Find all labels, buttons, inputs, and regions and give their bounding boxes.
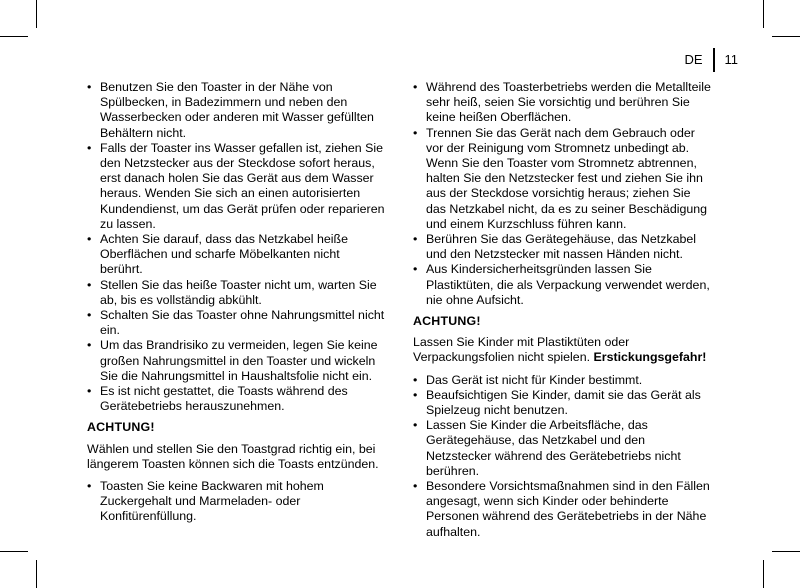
list-item: • Falls der Toaster ins Wasser gefallen ist, ziehen Sie den Netzstecker aus der Steckdose sofort heraus, erst danach holen Sie das Gerät aus dem Wasser heraus. Wenden Sie sich an einen autorisierten Kundendienst, um das Gerät prüfen oder reparieren zu lassen. — [87, 141, 385, 232]
list-item: • Es ist nicht gestattet, die Toasts während des Gerätebetriebs herauszunehmen. — [87, 384, 385, 414]
list-item: • Während des Toasterbetriebs werden die Metallteile sehr heiß, seien Sie vorsichtig und berühren Sie keine heißen Oberflächen. — [413, 80, 711, 126]
list-item: • Das Gerät ist nicht für Kinder bestimmt. — [413, 373, 711, 388]
crop-mark — [772, 36, 800, 37]
crop-mark — [36, 0, 37, 28]
page-number: 11 — [724, 52, 738, 67]
crop-mark — [763, 0, 764, 28]
list-item: • Benutzen Sie den Toaster in der Nähe von Spülbecken, in Badezimmern und neben den Wasserbecken oder anderen mit Wasser gefüllten Behältern nicht. — [87, 80, 385, 141]
language-code: DE — [684, 52, 703, 67]
list-item: • Toasten Sie keine Backwaren mit hohem Zuckergehalt und Marmeladen- oder Konfitürenfüllung. — [87, 479, 385, 525]
warning-paragraph — [413, 335, 711, 365]
safety-list — [413, 80, 711, 308]
list-item: • Aus Kindersicherheitsgründen lassen Sie Plastiktüten, die als Verpackung verwendet werden, nie ohne Aufsicht. — [413, 262, 711, 308]
warning-heading: ACHTUNG! — [87, 420, 155, 435]
crop-mark — [772, 551, 800, 552]
left-column — [87, 80, 385, 525]
safety-list — [87, 80, 385, 414]
list-item: • Besondere Vorsichtsmaßnahmen sind in den Fällen angesagt, wenn sich Kinder oder behinderte Personen während des Gerätebetriebs in der Nähe aufhalten. — [413, 479, 711, 540]
list-item: • Achten Sie darauf, dass das Netzkabel heiße Oberflächen und scharfe Möbelkanten nicht berührt. — [87, 232, 385, 278]
list-item: • Um das Brandrisiko zu vermeiden, legen Sie keine großen Nahrungsmittel in den Toaster und wickeln Sie die Nahrungsmittel in Haushaltsfolie nicht ein. — [87, 338, 385, 384]
warning-paragraph: Wählen und stellen Sie den Toastgrad richtig ein, bei längerem Toasten können sich die Toasts entzünden. — [87, 441, 379, 471]
crop-mark — [0, 36, 28, 37]
list-item: • Trennen Sie das Gerät nach dem Gebrauch oder vor der Reinigung vom Stromnetz unbedingt ab. Wenn Sie den Toaster vom Stromnetz abtrennen, halten Sie den Netzstecker fest und ziehen Sie ihn aus der Steckdose vorsichtig heraus; ziehen Sie das Netzkabel nicht, da es zu seiner Beschädigung und einem Kurzschluss führen kann. — [413, 126, 711, 232]
crop-mark — [36, 560, 37, 588]
warning-emphasis: Erstickungsgefahr! — [593, 350, 707, 365]
crop-mark — [0, 551, 28, 552]
list-item: • Schalten Sie das Toaster ohne Nahrungsmittel nicht ein. — [87, 308, 385, 338]
page-header — [684, 48, 738, 72]
list-item: • Lassen Sie Kinder die Arbeitsfläche, das Gerätegehäuse, das Netzkabel und den Netzstecker während des Gerätebetriebs nicht berühren. — [413, 418, 711, 479]
warning-heading: ACHTUNG! — [413, 314, 481, 329]
warning-text: Lassen Sie Kinder mit Plastiktüten oder Verpackungsfolien nicht spielen. — [413, 335, 630, 365]
list-item: • Berühren Sie das Gerätegehäuse, das Netzkabel und den Netzstecker mit nassen Händen nicht. — [413, 232, 711, 262]
crop-mark — [763, 560, 764, 588]
right-column — [413, 80, 711, 540]
safety-list — [413, 373, 711, 540]
list-item: • Stellen Sie das heiße Toaster nicht um, warten Sie ab, bis es vollständig abkühlt. — [87, 278, 385, 308]
header-divider — [713, 48, 715, 72]
safety-list — [87, 479, 385, 525]
list-item: • Beaufsichtigen Sie Kinder, damit sie das Gerät als Spielzeug nicht benutzen. — [413, 388, 711, 418]
